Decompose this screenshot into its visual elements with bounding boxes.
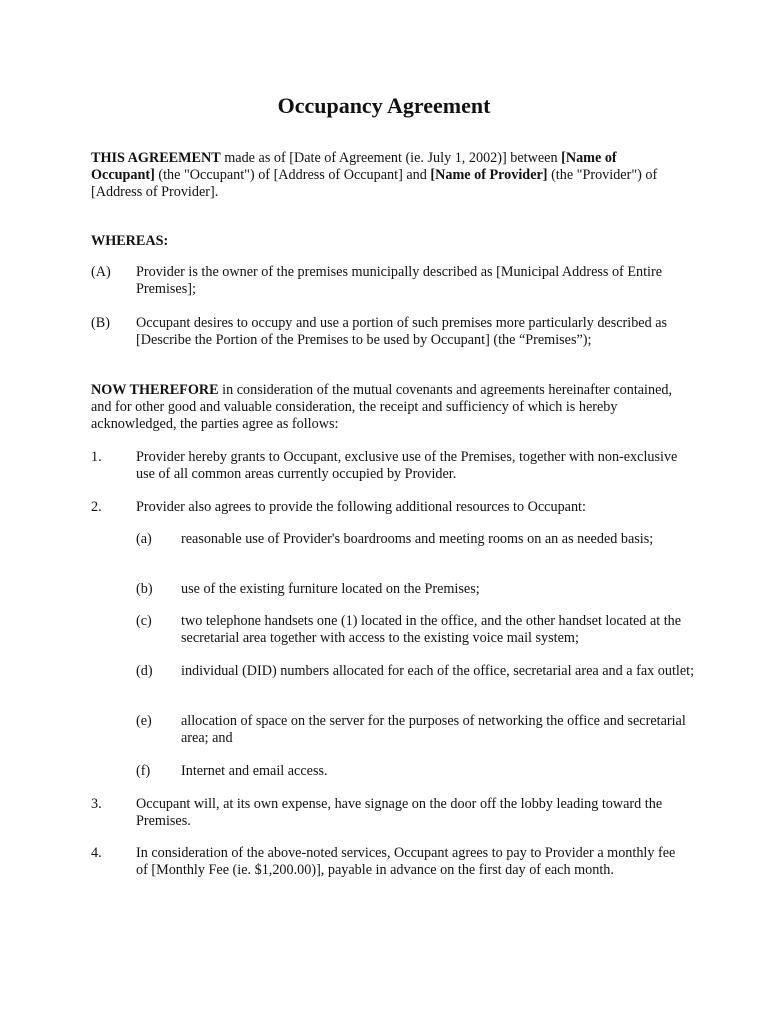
whereas-heading xyxy=(91,233,681,250)
whereas-heading-text: WHEREAS: xyxy=(91,233,169,249)
resource-text: individual (DID) numbers allocated for each of the office, secretarial area and a fax outlet; xyxy=(181,663,695,679)
resource-label: (e) xyxy=(136,713,152,729)
clause-text: Provider also agrees to provide the following additional resources to Occupant: xyxy=(136,499,586,515)
provider-name: [Name of Provider] xyxy=(430,167,548,183)
resource-label: (b) xyxy=(136,581,153,597)
clause-text: In consideration of the above-noted services, Occupant agrees to pay to Provider a monthly fee of [Monthly Fee (ie. $1,200.00)], payable in advance on the first day of each month. xyxy=(136,845,676,878)
occupant-name: [Name of Occupant] xyxy=(91,150,617,183)
document-title: Occupancy Agreement xyxy=(277,93,491,118)
intro-paragraph xyxy=(91,150,681,201)
intro-lead: THIS AGREEMENT xyxy=(91,150,221,166)
clause-label: 4. xyxy=(91,845,102,861)
resource-text: allocation of space on the server for the purposes of networking the office and secretarial area; and xyxy=(181,713,686,746)
resource-text: Internet and email access. xyxy=(181,763,328,779)
resource-text: two telephone handsets one (1) located in the office, and the other handset located at the secretarial area together with access to the existing voice mail system; xyxy=(181,613,682,646)
clause-text: Occupant will, at its own expense, have signage on the door off the lobby leading toward the Premises. xyxy=(136,796,663,829)
clause-label: 2. xyxy=(91,499,102,515)
resource-text: use of the existing furniture located on the Premises; xyxy=(181,581,480,597)
now-therefore-paragraph xyxy=(91,382,681,433)
recital-label: (A) xyxy=(91,264,111,280)
resource-label: (c) xyxy=(136,613,152,629)
intro-text-1: made as of [Date of Agreement (ie. July 1, 2002)] between xyxy=(220,150,562,166)
resource-label: (f) xyxy=(136,763,151,779)
resource-text: reasonable use of Provider's boardrooms and meeting rooms on an as needed basis; xyxy=(181,531,654,547)
clause-text: Provider hereby grants to Occupant, exclusive use of the Premises, together with non-exclusive use of all common areas currently occupied by Provider. xyxy=(136,449,678,482)
now-therefore-lead: NOW THEREFORE xyxy=(91,382,219,398)
now-therefore-text: in consideration of the mutual covenants and agreements hereinafter contained, and for other good and valuable consideration, the receipt and sufficiency of which is hereby acknowledged, the parties agree as follows: xyxy=(91,382,673,432)
recital-label: (B) xyxy=(91,315,110,331)
intro-text-3: (the "Provider") of [Address of Provider]. xyxy=(91,167,658,200)
resource-label: (d) xyxy=(136,663,153,679)
resource-label: (a) xyxy=(136,531,152,547)
clause-label: 1. xyxy=(91,449,102,465)
clause-label: 3. xyxy=(91,796,102,812)
recital-text: Occupant desires to occupy and use a portion of such premises more particularly described as [Describe the Portion of the Premises to be used by Occupant] (the “Premises”); xyxy=(136,315,668,348)
intro-text-2: (the "Occupant") of [Address of Occupant] and xyxy=(154,167,431,183)
recital-text: Provider is the owner of the premises municipally described as [Municipal Address of Entire Premises]; xyxy=(136,264,662,297)
